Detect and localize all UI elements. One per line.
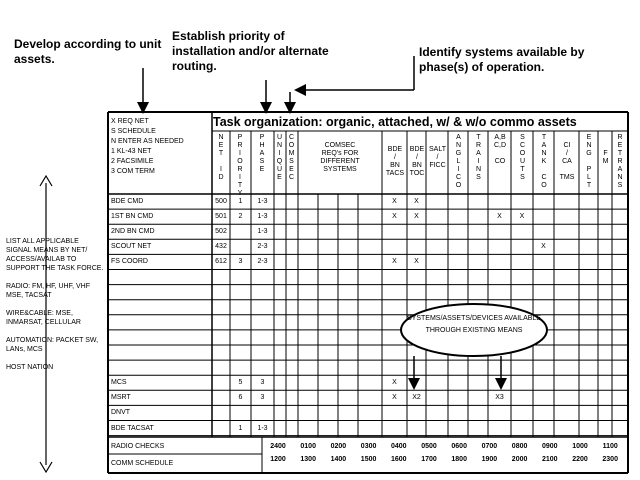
header-phase: P H A S E [259,134,265,173]
cell-bde-bn-tacs: X [392,258,397,266]
side-note: AUTOMATION: PACKET SW, LANs, MCS [6,337,99,353]
cell-net-id: 501 [215,213,227,221]
header-eng-plt: E N G P L T [586,134,592,189]
row-label: BDE TACSAT [111,424,154,432]
header-priority: P R I O R I T Y [237,134,243,197]
header-comsec-req: COMSEC REQ's FOR DIFFERENT SYSTEMS [320,142,360,173]
comm-schedule-time: 1800 [451,456,467,463]
comm-schedule-time: 1200 [270,456,286,463]
cell-priority: 1 [238,424,243,432]
radio-check-time: 0100 [300,443,316,450]
comm-schedule-time: 1600 [391,456,407,463]
radio-check-time: 0300 [360,443,377,450]
side-note: HOST NATION [6,364,54,371]
legend-item: 2 FACSIMILE [111,158,154,165]
comm-schedule-time: 2100 [542,456,558,463]
row-label: MCS [111,379,127,387]
row-label: FS COORD [111,258,148,266]
radio-check-time: 0700 [481,443,498,450]
side-note: LIST ALL APPLICABLE SIGNAL MEANS BY NET/ ACCESS/AVAILAB TO SUPPORT THE TASK FORCE. [6,238,104,272]
comm-schedule-time: 2000 [511,456,528,463]
cell-priority: 2 [238,213,243,221]
header-scouts: S C O U T S [519,134,526,181]
cell-tank-co: X [541,243,546,251]
header-unique: U N I Q U E [276,134,283,181]
radio-check-time: 0800 [511,443,528,450]
header-bde-bn-toc: BDE / BN TOC [409,146,425,177]
cell-bde-bn-toc: X [414,213,419,221]
header-trains: T R A I N S [475,134,482,181]
legend-item: 1 KL-43 NET [111,148,152,155]
comm-schedule-time: 1500 [360,456,377,463]
radio-check-time: 1000 [572,443,588,450]
legend-item: S SCHEDULE [111,128,156,135]
radio-check-time: 2400 [270,443,286,450]
cell-bde-bn-tacs: X [392,198,397,205]
comm-schedule-time: 1300 [300,456,316,463]
cell-bde-bn-tacs: X [392,379,397,387]
comm-schedule-time: 1900 [481,456,498,463]
cell-bde-bn-toc: X [414,198,419,205]
cell-phase: 2-3 [257,258,268,266]
side-note: RADIO: FM, HF, UHF, VHF MSE, TACSAT [6,283,90,299]
header-anglico: A N G L I C O [455,134,462,189]
cell-net-id: 612 [215,258,227,266]
cell-priority: 3 [238,258,243,266]
row-label: DNVT [111,409,131,417]
cell-phase: 3 [260,394,265,402]
cell-abcd-co: X [497,213,502,221]
callout-systems: Identify systems available by phase(s) of operation. [419,45,585,74]
comm-schedule-time: 2200 [572,456,588,463]
header-bde-bn-tacs: BDE / BN TACS [385,146,405,177]
callout-unit-assets: Develop according to unit assets. [14,37,162,66]
cell-phase: 1-3 [257,228,268,236]
cell-phase: 1-3 [257,198,268,205]
header-tank-co: T A N K C O [541,134,547,189]
comm-schedule-label: COMM SCHEDULE [111,460,174,467]
side-note: WIRE&CABLE: MSE, INMARSAT, CELLULAR [6,310,81,326]
header-net-id: N E T I D [218,134,224,181]
row-label: MSRT [111,394,131,402]
cell-priority: 6 [238,394,243,402]
header-retrans: R E T R A N S [617,134,623,189]
radio-check-time: 0900 [542,443,558,450]
cell-net-id: 432 [215,243,227,251]
cell-bde-bn-tacs: X [392,213,397,221]
ellipse-text: SYSTEMS/ASSETS/DEVICES AVAILABLE THROUGH EXISTING MEANS [407,315,541,334]
comm-schedule-time: 1400 [330,456,347,463]
header-abcd-co: A,B C,D CO [493,134,507,165]
cell-bde-bn-toc: X [414,258,419,266]
row-label: 2ND BN CMD [111,228,155,236]
radio-check-time: 0400 [391,443,407,450]
row-label: SCOUT NET [111,243,152,251]
cell-net-id: 500 [215,198,227,205]
header-ci-ca-tms: CI / CA TMS [559,142,575,181]
header-fm: F M [602,150,609,165]
row-label: 1ST BN CMD [111,213,154,221]
radio-check-time: 0500 [421,443,437,450]
cell-phase: 2-3 [257,243,268,251]
cell-phase: 1-3 [257,213,268,221]
cell-net-id: 502 [215,228,227,236]
matrix-title: Task organization: organic, attached, w/ & w/o commo assets [213,115,577,129]
cell-abcd-co: X3 [495,394,504,402]
radio-check-time: 0200 [330,443,347,450]
cell-bde-bn-tacs: X [392,394,397,402]
header-comsec: C O M S E C [288,134,295,181]
cell-priority: 1 [238,198,243,205]
callout-priority: Establish priority of installation and/or alternate routing. [172,29,329,73]
legend-item: X REQ NET [111,118,149,125]
header-salt-ficc: SALT / FICC [429,146,446,169]
radio-checks-label: RADIO CHECKS [111,443,165,450]
comm-schedule-time: 2300 [602,456,618,463]
radio-check-time: 1100 [602,443,618,450]
cell-phase: 1-3 [257,424,268,432]
cell-phase: 3 [260,379,265,387]
comm-schedule-time: 1700 [421,456,437,463]
row-label: BDE CMD [111,198,144,205]
legend-item: N ENTER AS NEEDED [111,138,184,145]
legend-item: 3 COM TERM [111,168,155,175]
cell-scouts: X [519,213,525,221]
radio-check-time: 0600 [451,443,467,450]
cell-bde-bn-toc: X2 [412,394,421,402]
cell-priority: 5 [238,379,243,387]
